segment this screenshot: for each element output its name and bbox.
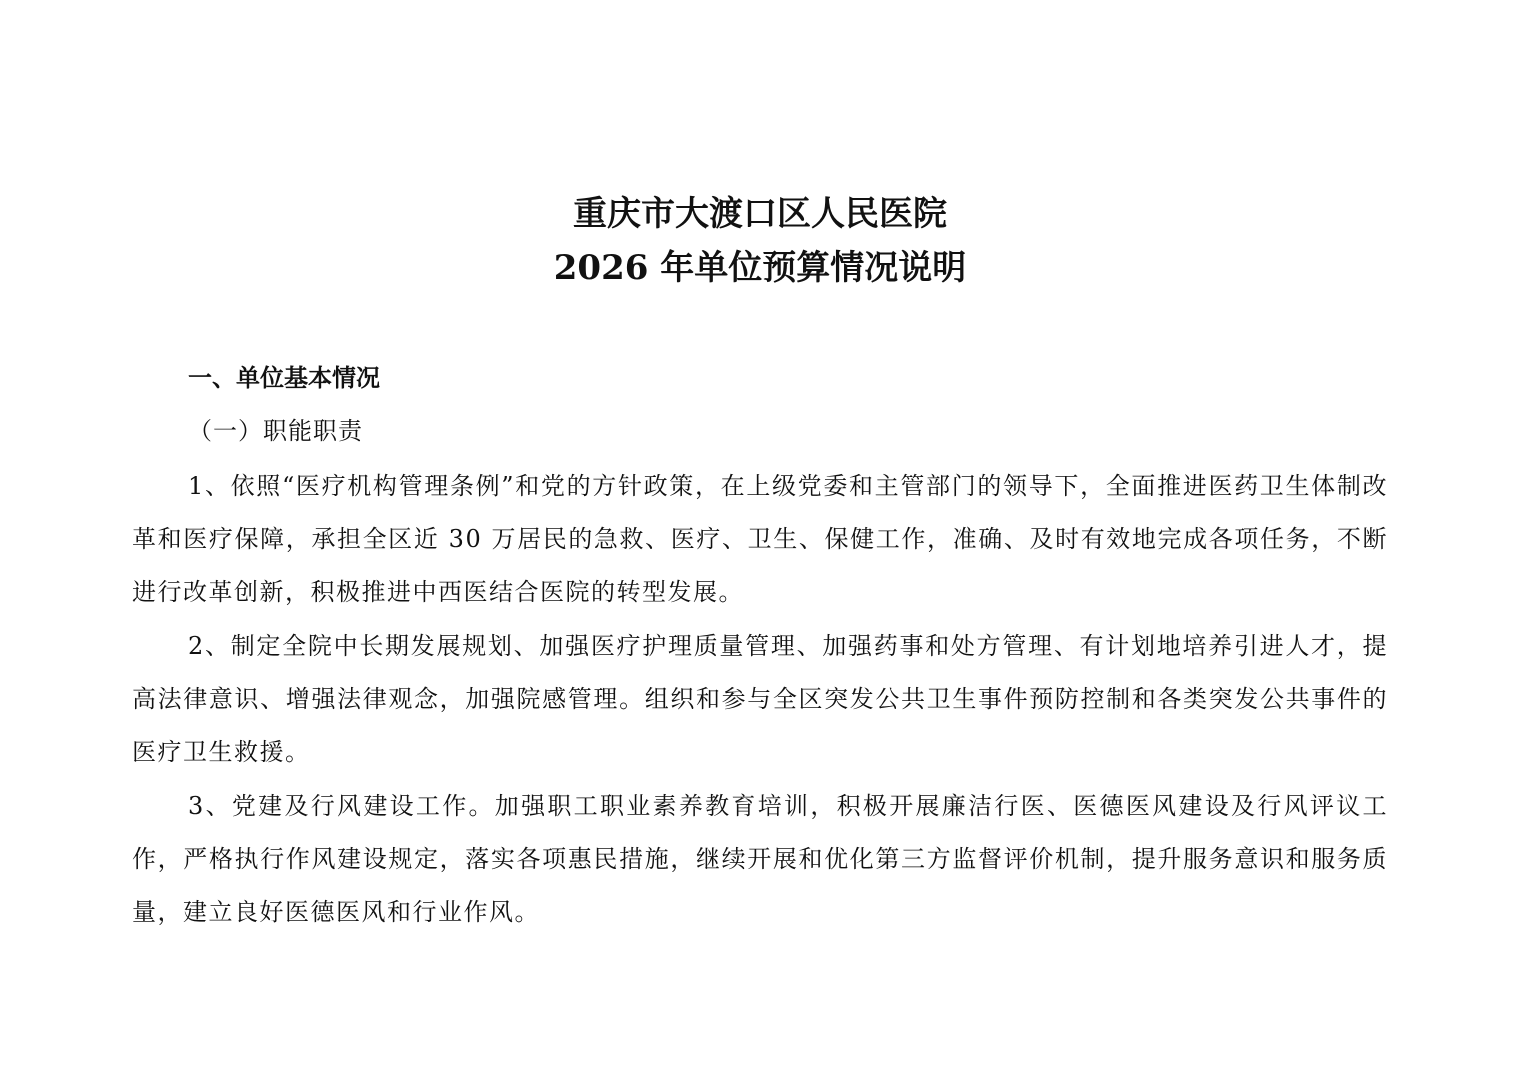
- document-title-line-2: 2026 年单位预算情况说明: [553, 248, 967, 288]
- document-title-line-1: 重庆市大渡口区人民医院: [573, 194, 947, 234]
- paragraph-1: 1、依照“医疗机构管理条例”和党的方针政策，在上级党委和主管部门的领导下，全面推进医药卫生体制改革和医疗保障，承担全区近 30 万居民的急救、医疗、卫生、保健工作，准确、及时有效地完成各项任务，不断进行改革创新，积极推进中西医结合医院的转型发展。: [132, 472, 1388, 606]
- paragraph-2: 2、制定全院中长期发展规划、加强医疗护理质量管理、加强药事和处方管理、有计划地培养引进人才，提高法律意识、增强法律观念，加强院感管理。组织和参与全区突发公共卫生事件预防控制和各类突发公共事件的医疗卫生救援。: [132, 632, 1388, 766]
- section-heading: 一、单位基本情况: [188, 364, 380, 392]
- paragraph-3: 3、党建及行风建设工作。加强职工职业素养教育培训，积极开展廉洁行医、医德医风建设及行风评议工作，严格执行作风建设规定，落实各项惠民措施，继续开展和优化第三方监督评价机制，提升服务意识和服务质量，建立良好医德医风和行业作风。: [132, 792, 1388, 926]
- subsection-heading: （一）职能职责: [188, 417, 363, 445]
